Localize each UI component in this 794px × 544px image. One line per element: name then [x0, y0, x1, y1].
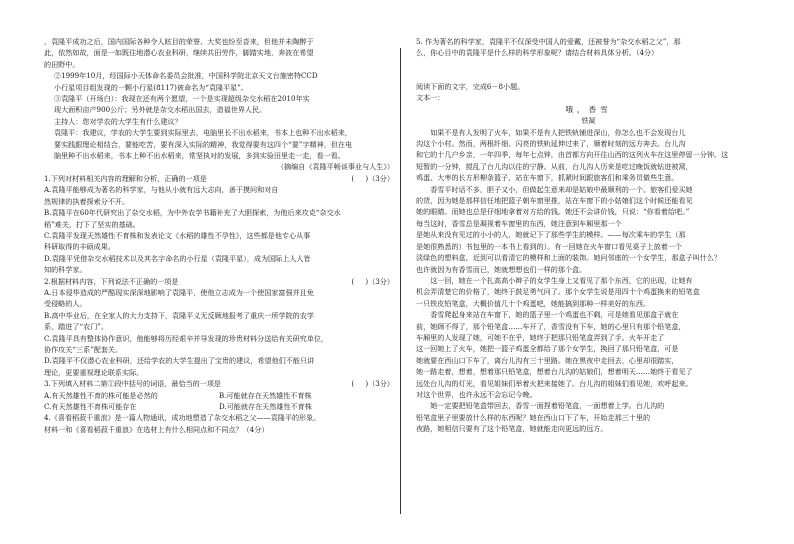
option-d: D.袁隆平不仅潜心农业科研，还给学农的大学生提出了宝贵的建议，希望他们不能只讲: [44, 356, 315, 366]
text-line: 小行星项目组发现的一颗小行星(8117)被命名为“袁隆平星”。: [54, 82, 248, 92]
text-line: 车厢里的人发现了她，可她不在乎，她终于把那只铅笔盒弄到了手。火车开走了: [416, 332, 665, 342]
text-line: 她一定要把铅笔盒带回去，香雪一面捏着铅笔盒，一面想着上学。台儿沟的: [430, 401, 665, 411]
text-line: 鸡蛋、大枣的长方形柳条篮子，站在车窗下，抓紧时间跟旅客们和乘务员做些生意。: [416, 173, 679, 183]
text-line: 么，你心目中的袁隆平是什么样的科学形象呢？请结合材料具体分析。（4分）: [416, 48, 659, 58]
option-c: C.袁隆平发现天然雄性不育株和发表论文《水稻的雄性不孕性》，这些都是他专心从事: [44, 230, 311, 240]
text-line: 沟这个小村。然而，两根纤细、闪亮的铁轨延伸过来了，顺着时刻的远方奔去。台儿沟: [416, 139, 686, 149]
text-line: 一只铁皮铅笔盒，大概价值几十个鸡蛋吧，她能搞到那种一样美好的东西。: [416, 298, 651, 308]
option-b: B.高中毕业后，在全家人的大力支持下，袁隆平义无反顾地报考了重庆一所学院的农学: [44, 310, 314, 320]
option-a-cont: 受侵略的人。: [44, 299, 87, 309]
option-a: A.有天然雄性不育的株可能是必然的: [44, 390, 158, 400]
text-line: 这一回，她在一个扎高高小辫子的女学生身上又看见了那个东西，它的出现，让她有: [430, 275, 693, 285]
text-line: 前，她顾不得了，那个铅笔盒……车开了，香雪没有下车，她的心里只有那个铅笔盒，: [416, 321, 686, 331]
question-stem: 2.根据材料内容，下列说法不正确的一项是: [44, 276, 179, 286]
option-d: D.袁隆平凭借杂交水稻技术以及其名字命名的小行星（袁隆平星），成为国际上人人皆: [44, 253, 311, 263]
option-a-cont: 然规律的执着探索分不开。: [44, 196, 130, 206]
article-paragraph-1: [416, 127, 761, 184]
option-b-cont: 系，踏进了“农门”。: [44, 322, 109, 332]
text-line: 是她很熟悉的）书包里的一本书上看到的）。有一回她在火车窗口看见桌子上放着一个: [416, 241, 683, 251]
text-line: 每当这时，香雪总是凝视着车窗里的东西，她注意到车厢里那一个: [416, 218, 622, 228]
text-line: 她就要在西山口下车了，离台儿沟有三十里路。她在黑夜中走回去，心里却很踏实，: [416, 355, 679, 365]
text-line: 香雪爬起身来站在车窗下，她的篮子里一个鸡蛋也不剩，可是她看见那盒子就在: [430, 310, 679, 320]
text-line: ②1999年10月，经国际小天体命名委员会批准，中国科学院北京天文台施密特CCD: [54, 71, 318, 81]
text-line: 袁隆平：我建议，学农的大学生要到实际里去，电脑里长不出水稻来，书本上也种不出水稻来，: [54, 128, 352, 138]
question-4: [44, 412, 394, 435]
question-stem: 3.下列填入材料二第①段中括号的词语，最恰当的一项是: [44, 379, 222, 389]
option-c-cont: 科研取得的丰硕成果。: [44, 242, 115, 252]
question-1: [44, 173, 394, 276]
text-line: 材料一和《喜看稻菽千重浪》在选材上有什么相同点和不同点？（4分）: [44, 424, 269, 434]
text-line: ，袁隆平成功之后，国内国际各种令人眩目的荣誉、大奖也纷至沓来，但他并未陶醉于: [44, 37, 314, 46]
text-line: 也许就因为有香雪而已，她就想想也们一样的那个盒。: [416, 264, 587, 274]
reading-instruction: 阅读下面的文字，完成6－8小题。: [416, 81, 525, 91]
text-line: 远处台儿沟的灯光，看见姐妹们举着火把来接她了。台儿沟的姐妹们看见她，欢呼起来。: [416, 378, 693, 388]
text-line: 短暂的一分钟，搅乱了台儿沟以往的宁静。从前，台儿沟人历来是吃过晚饭就钻进被窝，: [416, 161, 693, 171]
text-line: 夜路，她相信只要有了这个铅笔盒，她就能走向更远的远方。: [416, 424, 608, 434]
text-line: 对这个世界，也许永远不会忘记今晚。: [416, 389, 537, 399]
intro-paragraph: [44, 36, 394, 70]
text-line: 淡绿色的塑料盒，近到可以看清它的模样和上面的装饰。她问邻座的一个女学生，那盒子叫什么？: [416, 253, 722, 263]
text-line: 铅笔盒里子里要放什么样的东西呢？她在西山口下了车，开始走那三十里的: [416, 412, 651, 422]
text-line: 脑里种不出水稻来，书本上种不出水稻来，常坚执对的发展，多到实验田里走一走，看一看。: [54, 151, 345, 161]
text-line: 这一回她上了火车，她把一篮子鸡蛋全都给了那个女学生，换回了那只铅笔盒，可是: [416, 344, 679, 354]
text-line: 香雪平时话不多，胆子又小，但做起生意来却是姑娘中最顺利的一个。旅客们爱买她: [430, 184, 693, 194]
option-c-cont: 协作攻关“三系”配套关。: [44, 344, 123, 354]
option-a: A.袁隆平能够成为著名的科学家，与他从小就有远大志向，善于摸问和对自: [44, 185, 279, 195]
option-b-cont: 稻”难关，打下了坚实的基础。: [44, 219, 140, 229]
text-line: 要实践跟理论相结合，要能吃苦，要有深入实际的精神，我觉得要有这四个“要”字精神，但在电: [54, 139, 353, 149]
host-question: 主持人：您对学农的大学生有什么建议？: [54, 116, 182, 126]
text-line: 和它的十几户乡亲，一年四季，每年七点钟，由首都方向开往山西的这列火车在这里停留一分钟。这: [416, 150, 729, 160]
article-title: 哦，香雪: [565, 104, 612, 114]
text-line: 现大面积亩产900公斤；另外就是杂交水稻出国去，造福世界人民。: [54, 105, 267, 115]
option-a: A.日本侵华造成的严酷现实深深地影响了袁隆平，使他立志成为一个使国家富强并且免: [44, 287, 314, 297]
option-b: B.可能就存在天然雄性不育株: [219, 390, 312, 400]
article-author: 铁凝: [581, 116, 596, 125]
question-2: [44, 276, 394, 379]
option-c: C.袁隆平具有整体协作意识，他能够将历经艰辛并导发现的珍贵材料分送给有关研究单位，: [44, 333, 329, 343]
note-3: [44, 93, 394, 116]
option-c: C.有天然雄性不育株可能存在: [44, 402, 137, 411]
text-line: 此，依然如故，面是一如既往地潜心农业科研，继续共田劳作，脚踏实地，奔波在希望: [44, 48, 314, 58]
option-d: D.可能就存在天然雄性不育株: [219, 402, 312, 411]
source-note: （摘编自《袁隆平畅谈事业与人生》）: [276, 162, 394, 172]
column-divider: [400, 48, 401, 514]
article-paragraph-3: [416, 275, 761, 309]
left-column: [44, 36, 394, 435]
article-paragraph-5: [416, 400, 761, 434]
text-label: 文本一：: [416, 93, 445, 103]
text-line: 的田野中。: [44, 59, 80, 69]
question-stem: 1.下列对材料相关内容的理解和分析，正确的一项是: [44, 173, 207, 183]
text-line: 机会弄清楚它的价格了，她终于鼓足勇气问了。那个女学生说是用四十个鸡蛋换来的铅笔盒: [416, 287, 700, 297]
right-column: [416, 36, 761, 435]
option-d-cont: 理论，更要重视理论联系实际。: [44, 367, 144, 377]
text-line: 的货，因为她是那样信任地把篮子朝车窗里推，站在车窗下的小姑娘们这个时候还能看见: [416, 196, 693, 206]
text-line: 5. 作为著名的科学家，袁隆平不仅深受中国人的爱戴，还被誉为“杂交水稻之父”，那: [416, 37, 681, 46]
yuan-answer: [44, 127, 394, 161]
note-2: [44, 70, 394, 93]
answer-blank[interactable]: ( )（3分）: [351, 379, 394, 389]
text-line: 如果不是有人发明了火车，如果不是有人把铁轨铺进深山，你怎么也不会发现台儿: [430, 127, 686, 137]
text-line: 她的眼睛。而她也总是仔细地拿着对方给的钱。她还不会讲价钱，只说：“你看着给吧。”: [416, 207, 690, 217]
article-paragraph-2: [416, 184, 761, 275]
text-line: ③袁隆平（开场白）：我现在还有两个愿望，一个是实现超级杂交水稻在2010年实: [54, 94, 310, 104]
text-line: 她一路走着，想着，想着那只铅笔盒，想着台儿沟的姑娘们，想着明天……她终于看见了: [416, 367, 693, 377]
text-line: 是她从来没有见过的小小的人，她就记下了那些学生的模样。——每次乘车的学生（那: [416, 230, 686, 240]
article-paragraph-4: [416, 309, 761, 400]
answer-blank[interactable]: ( )（3分）: [351, 173, 394, 183]
text-line: 4.《喜看稻菽千重浪》是一篇人物通讯，成功地塑造了杂交水稻之父——袁隆平的形象。: [44, 413, 321, 423]
question-3: [44, 378, 394, 412]
question-5: [416, 36, 761, 59]
answer-blank[interactable]: ( )（3分）: [351, 276, 394, 286]
option-b: B.袁隆平在60年代研究出了杂交水稻，为中外农学书籍补充了大胆探索，为他后来攻克“杂交水: [44, 208, 341, 218]
option-d-cont: 知的科学家。: [44, 265, 87, 275]
